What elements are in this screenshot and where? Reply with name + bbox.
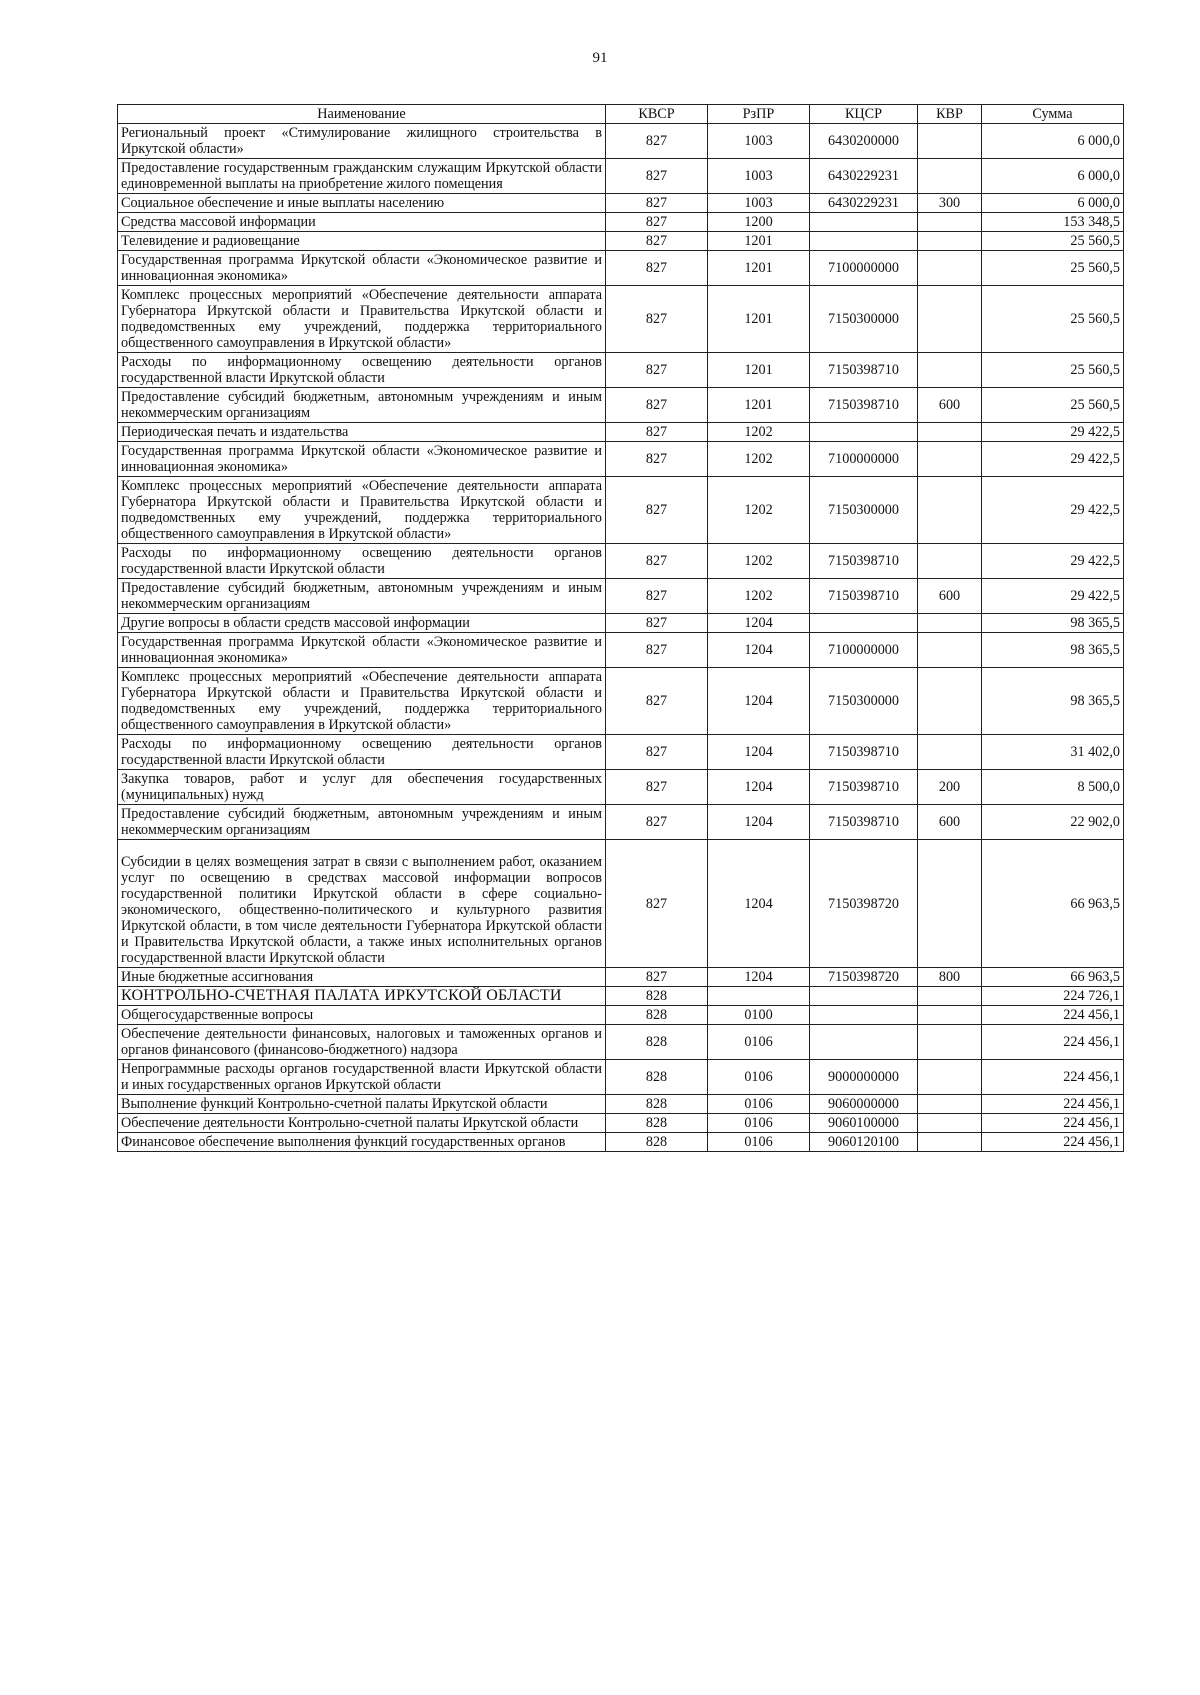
cell-kvsr: 827 — [606, 388, 708, 423]
cell-sum: 6 000,0 — [982, 124, 1124, 159]
cell-sum: 224 456,1 — [982, 1133, 1124, 1152]
cell-name: Региональный проект «Стимулирование жилищного строительства в Иркутской области» — [118, 124, 606, 159]
cell-kvsr: 827 — [606, 442, 708, 477]
cell-kvsr: 828 — [606, 1114, 708, 1133]
cell-sum: 29 422,5 — [982, 477, 1124, 544]
table-row — [118, 232, 1124, 251]
table-row — [118, 614, 1124, 633]
cell-sum: 224 456,1 — [982, 1060, 1124, 1095]
cell-name: Расходы по информационному освещению деятельности органов государственной власти Иркутской области — [118, 544, 606, 579]
cell-kvsr: 828 — [606, 1060, 708, 1095]
cell-sum: 29 422,5 — [982, 544, 1124, 579]
table-row — [118, 251, 1124, 286]
cell-name: Субсидии в целях возмещения затрат в связи с выполнением работ, оказанием услуг по освещению в средствах массовой информации вопросов государственной политики Иркутской области в сфере социально-экономического, общественно-политического и культурного развития Иркутской области, в том числе деятельности Губернатора Иркутской области и Правительства Иркутской области, а также иных исполнительных органов государственной власти Иркутской области — [118, 840, 606, 968]
table-row — [118, 735, 1124, 770]
table-row — [118, 159, 1124, 194]
cell-rzpr: 1201 — [708, 353, 810, 388]
cell-kvr: 600 — [918, 579, 982, 614]
cell-kcsr: 9060000000 — [810, 1095, 918, 1114]
table-row — [118, 1133, 1124, 1152]
table-row — [118, 579, 1124, 614]
table-row — [118, 968, 1124, 987]
cell-kvsr: 827 — [606, 614, 708, 633]
cell-kvr: 200 — [918, 770, 982, 805]
page-number: 91 — [592, 50, 608, 66]
cell-sum: 98 365,5 — [982, 633, 1124, 668]
cell-rzpr: 1204 — [708, 840, 810, 968]
cell-kvr: 300 — [918, 194, 982, 213]
cell-kvsr: 827 — [606, 159, 708, 194]
cell-kcsr — [810, 213, 918, 232]
cell-rzpr: 1201 — [708, 286, 810, 353]
cell-sum: 25 560,5 — [982, 251, 1124, 286]
cell-kcsr: 6430229231 — [810, 194, 918, 213]
cell-kvr — [918, 840, 982, 968]
cell-kcsr — [810, 232, 918, 251]
cell-kcsr: 7150398710 — [810, 805, 918, 840]
cell-kvsr: 828 — [606, 1025, 708, 1060]
cell-sum: 224 456,1 — [982, 1025, 1124, 1060]
cell-kvr — [918, 1095, 982, 1114]
cell-kcsr: 7150398710 — [810, 388, 918, 423]
cell-sum: 25 560,5 — [982, 286, 1124, 353]
cell-rzpr: 0106 — [708, 1133, 810, 1152]
cell-sum: 25 560,5 — [982, 388, 1124, 423]
cell-name: Предоставление субсидий бюджетным, автономным учреждениям и иным некоммерческим организациям — [118, 388, 606, 423]
cell-kcsr: 7150398710 — [810, 735, 918, 770]
cell-kcsr: 7100000000 — [810, 442, 918, 477]
cell-rzpr: 1201 — [708, 232, 810, 251]
cell-kvsr: 827 — [606, 805, 708, 840]
cell-kcsr: 9060120100 — [810, 1133, 918, 1152]
table-row — [118, 1095, 1124, 1114]
cell-name: Другие вопросы в области средств массовой информации — [118, 614, 606, 633]
cell-name: Общегосударственные вопросы — [118, 1006, 606, 1025]
cell-kvr — [918, 735, 982, 770]
cell-sum: 29 422,5 — [982, 579, 1124, 614]
cell-name: Иные бюджетные ассигнования — [118, 968, 606, 987]
cell-kcsr: 7150300000 — [810, 477, 918, 544]
cell-kvr: 600 — [918, 805, 982, 840]
cell-name: Непрограммные расходы органов государственной власти Иркутской области и иных государственных органов Иркутской области — [118, 1060, 606, 1095]
table-row — [118, 770, 1124, 805]
cell-rzpr: 1200 — [708, 213, 810, 232]
cell-kvr — [918, 213, 982, 232]
table-row — [118, 805, 1124, 840]
table-row — [118, 213, 1124, 232]
cell-sum: 22 902,0 — [982, 805, 1124, 840]
cell-kvsr: 827 — [606, 286, 708, 353]
cell-name: Периодическая печать и издательства — [118, 423, 606, 442]
cell-kcsr: 6430229231 — [810, 159, 918, 194]
table-row — [118, 633, 1124, 668]
cell-name: Средства массовой информации — [118, 213, 606, 232]
header-sum: Сумма — [982, 105, 1124, 124]
cell-sum: 8 500,0 — [982, 770, 1124, 805]
table-row — [118, 840, 1124, 968]
cell-kvsr: 827 — [606, 968, 708, 987]
cell-kcsr: 7150398710 — [810, 770, 918, 805]
cell-sum: 6 000,0 — [982, 194, 1124, 213]
cell-kcsr — [810, 987, 918, 1006]
cell-kvsr: 828 — [606, 987, 708, 1006]
cell-kcsr: 7150300000 — [810, 668, 918, 735]
cell-name: Расходы по информационному освещению деятельности органов государственной власти Иркутской области — [118, 353, 606, 388]
cell-sum: 224 456,1 — [982, 1114, 1124, 1133]
cell-sum: 224 456,1 — [982, 1095, 1124, 1114]
header-kcsr: КЦСР — [810, 105, 918, 124]
table-row — [118, 423, 1124, 442]
cell-kvr — [918, 544, 982, 579]
cell-kcsr: 7100000000 — [810, 633, 918, 668]
cell-name: Социальное обеспечение и иные выплаты населению — [118, 194, 606, 213]
cell-name: Предоставление государственным гражданским служащим Иркутской области единовременной выплаты на приобретение жилого помещения — [118, 159, 606, 194]
cell-kvr: 800 — [918, 968, 982, 987]
cell-kvr — [918, 1114, 982, 1133]
cell-kcsr: 9000000000 — [810, 1060, 918, 1095]
cell-sum: 66 963,5 — [982, 968, 1124, 987]
cell-rzpr: 0106 — [708, 1114, 810, 1133]
cell-name: Обеспечение деятельности Контрольно-счетной палаты Иркутской области — [118, 1114, 606, 1133]
cell-kvsr: 827 — [606, 735, 708, 770]
cell-kvsr: 827 — [606, 633, 708, 668]
table-row — [118, 668, 1124, 735]
cell-kvr — [918, 159, 982, 194]
cell-name: КОНТРОЛЬНО-СЧЕТНАЯ ПАЛАТА ИРКУТСКОЙ ОБЛАСТИ — [118, 987, 606, 1006]
table-row — [118, 1060, 1124, 1095]
cell-sum: 29 422,5 — [982, 442, 1124, 477]
cell-kcsr: 7150398710 — [810, 353, 918, 388]
table-row — [118, 353, 1124, 388]
cell-rzpr: 1201 — [708, 251, 810, 286]
cell-kcsr: 7150300000 — [810, 286, 918, 353]
cell-kvr — [918, 633, 982, 668]
cell-kvsr: 828 — [606, 1133, 708, 1152]
table-row — [118, 987, 1124, 1006]
cell-rzpr: 0106 — [708, 1060, 810, 1095]
cell-name: Предоставление субсидий бюджетным, автономным учреждениям и иным некоммерческим организациям — [118, 579, 606, 614]
table-row — [118, 442, 1124, 477]
table-row — [118, 544, 1124, 579]
cell-rzpr: 1204 — [708, 968, 810, 987]
cell-kvsr: 827 — [606, 579, 708, 614]
cell-rzpr: 1003 — [708, 124, 810, 159]
cell-kvsr: 827 — [606, 124, 708, 159]
cell-name: Телевидение и радиовещание — [118, 232, 606, 251]
cell-rzpr: 0100 — [708, 1006, 810, 1025]
table-row — [118, 1114, 1124, 1133]
cell-rzpr: 1202 — [708, 477, 810, 544]
cell-kvsr: 827 — [606, 232, 708, 251]
cell-rzpr: 1204 — [708, 805, 810, 840]
cell-kvr — [918, 286, 982, 353]
cell-name: Выполнение функций Контрольно-счетной палаты Иркутской области — [118, 1095, 606, 1114]
cell-kvr: 600 — [918, 388, 982, 423]
cell-name: Государственная программа Иркутской области «Экономическое развитие и инновационная экономика» — [118, 251, 606, 286]
cell-kvr — [918, 668, 982, 735]
cell-kvr — [918, 1060, 982, 1095]
cell-name: Комплекс процессных мероприятий «Обеспечение деятельности аппарата Губернатора Иркутской области и Правительства Иркутской области и подведомственных ему учреждений, поддержка территориального общественного самоуправления в Иркутской области» — [118, 668, 606, 735]
cell-rzpr: 1204 — [708, 668, 810, 735]
cell-rzpr: 1204 — [708, 735, 810, 770]
cell-kvr — [918, 251, 982, 286]
cell-rzpr: 0106 — [708, 1095, 810, 1114]
cell-kvsr: 828 — [606, 1006, 708, 1025]
cell-kvsr: 827 — [606, 770, 708, 805]
header-name: Наименование — [118, 105, 606, 124]
cell-sum: 31 402,0 — [982, 735, 1124, 770]
cell-rzpr: 1204 — [708, 770, 810, 805]
cell-kvsr: 828 — [606, 1095, 708, 1114]
cell-rzpr: 1204 — [708, 614, 810, 633]
cell-kvsr: 827 — [606, 251, 708, 286]
cell-name: Государственная программа Иркутской области «Экономическое развитие и инновационная экономика» — [118, 442, 606, 477]
cell-rzpr: 1003 — [708, 159, 810, 194]
cell-name: Расходы по информационному освещению деятельности органов государственной власти Иркутской области — [118, 735, 606, 770]
table-row — [118, 194, 1124, 213]
header-rzpr: РзПР — [708, 105, 810, 124]
cell-sum: 29 422,5 — [982, 423, 1124, 442]
cell-kvr — [918, 442, 982, 477]
cell-kcsr — [810, 1006, 918, 1025]
cell-kcsr — [810, 423, 918, 442]
table-row — [118, 388, 1124, 423]
cell-name: Обеспечение деятельности финансовых, налоговых и таможенных органов и органов финансового (финансово-бюджетного) надзора — [118, 1025, 606, 1060]
cell-kvsr: 827 — [606, 544, 708, 579]
cell-kvr — [918, 1133, 982, 1152]
cell-kvsr: 827 — [606, 840, 708, 968]
cell-kvr — [918, 614, 982, 633]
cell-rzpr: 1201 — [708, 388, 810, 423]
cell-rzpr — [708, 987, 810, 1006]
cell-sum: 98 365,5 — [982, 614, 1124, 633]
table-row — [118, 1025, 1124, 1060]
cell-kvsr: 827 — [606, 423, 708, 442]
cell-kcsr: 9060100000 — [810, 1114, 918, 1133]
cell-name: Закупка товаров, работ и услуг для обеспечения государственных (муниципальных) нужд — [118, 770, 606, 805]
header-kvr: КВР — [918, 105, 982, 124]
cell-sum: 224 726,1 — [982, 987, 1124, 1006]
cell-sum: 66 963,5 — [982, 840, 1124, 968]
cell-name: Государственная программа Иркутской области «Экономическое развитие и инновационная экономика» — [118, 633, 606, 668]
cell-kvr — [918, 353, 982, 388]
cell-kvsr: 827 — [606, 194, 708, 213]
cell-sum: 25 560,5 — [982, 353, 1124, 388]
cell-kcsr: 7100000000 — [810, 251, 918, 286]
header-kvsr: КВСР — [606, 105, 708, 124]
cell-kcsr: 7150398710 — [810, 579, 918, 614]
cell-kvr — [918, 477, 982, 544]
table-row — [118, 477, 1124, 544]
cell-kcsr: 7150398720 — [810, 968, 918, 987]
cell-kvr — [918, 232, 982, 251]
cell-sum: 6 000,0 — [982, 159, 1124, 194]
cell-name: Финансовое обеспечение выполнения функций государственных органов — [118, 1133, 606, 1152]
cell-name: Комплекс процессных мероприятий «Обеспечение деятельности аппарата Губернатора Иркутской области и Правительства Иркутской области и подведомственных ему учреждений, поддержка территориального общественного самоуправления в Иркутской области» — [118, 477, 606, 544]
cell-kcsr: 7150398710 — [810, 544, 918, 579]
cell-kvsr: 827 — [606, 213, 708, 232]
cell-sum: 153 348,5 — [982, 213, 1124, 232]
cell-kvr — [918, 1025, 982, 1060]
cell-kvsr: 827 — [606, 477, 708, 544]
cell-kvr — [918, 423, 982, 442]
cell-sum: 25 560,5 — [982, 232, 1124, 251]
cell-rzpr: 0106 — [708, 1025, 810, 1060]
cell-kcsr: 7150398720 — [810, 840, 918, 968]
table-header-row — [118, 105, 1124, 124]
cell-kvr — [918, 1006, 982, 1025]
budget-table — [117, 104, 1124, 1152]
cell-rzpr: 1202 — [708, 544, 810, 579]
cell-kcsr — [810, 614, 918, 633]
cell-sum: 224 456,1 — [982, 1006, 1124, 1025]
cell-kcsr — [810, 1025, 918, 1060]
table-row — [118, 1006, 1124, 1025]
cell-rzpr: 1202 — [708, 579, 810, 614]
cell-sum: 98 365,5 — [982, 668, 1124, 735]
cell-kvr — [918, 987, 982, 1006]
table-row — [118, 286, 1124, 353]
cell-rzpr: 1003 — [708, 194, 810, 213]
cell-kvsr: 827 — [606, 668, 708, 735]
cell-kvsr: 827 — [606, 353, 708, 388]
cell-name: Комплекс процессных мероприятий «Обеспечение деятельности аппарата Губернатора Иркутской области и Правительства Иркутской области и подведомственных ему учреждений, поддержка территориального общественного самоуправления в Иркутской области» — [118, 286, 606, 353]
cell-rzpr: 1202 — [708, 423, 810, 442]
cell-kcsr: 6430200000 — [810, 124, 918, 159]
cell-kvr — [918, 124, 982, 159]
cell-name: Предоставление субсидий бюджетным, автономным учреждениям и иным некоммерческим организациям — [118, 805, 606, 840]
cell-rzpr: 1204 — [708, 633, 810, 668]
table-row — [118, 124, 1124, 159]
cell-rzpr: 1202 — [708, 442, 810, 477]
